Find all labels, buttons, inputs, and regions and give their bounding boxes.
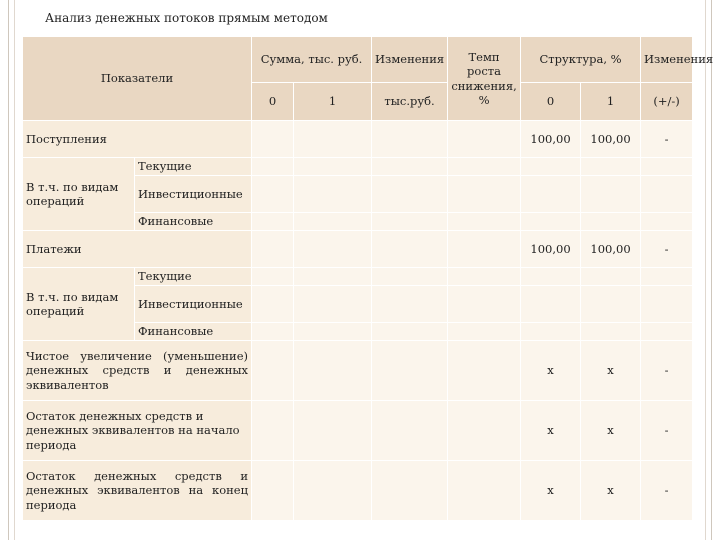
cell xyxy=(252,231,294,268)
header-changes-unit: тыс.руб. xyxy=(372,83,448,121)
receipts-current-label: Текущие xyxy=(135,158,252,176)
cell xyxy=(252,401,294,461)
net-struct-change: - xyxy=(641,341,693,401)
cell xyxy=(294,341,372,401)
cell xyxy=(521,323,581,341)
receipts-invest-label: Инвестиционные xyxy=(135,176,252,213)
cell xyxy=(294,268,372,286)
payments-current-label: Текущие xyxy=(135,268,252,286)
cell xyxy=(448,213,521,231)
cell xyxy=(521,268,581,286)
receipts-struct-change: - xyxy=(641,121,693,158)
cell xyxy=(252,461,294,521)
cell xyxy=(641,323,693,341)
row-payments-current xyxy=(23,268,693,286)
cell xyxy=(448,461,521,521)
cash-flow-table xyxy=(22,36,714,521)
cell xyxy=(448,176,521,213)
cell xyxy=(252,213,294,231)
cell xyxy=(252,121,294,158)
cell xyxy=(581,176,641,213)
cell xyxy=(641,286,693,323)
payments-struct-0: 100,00 xyxy=(521,231,581,268)
cell xyxy=(294,158,372,176)
cell xyxy=(641,158,693,176)
receipts-group-label: В т.ч. по видам операций xyxy=(23,158,135,231)
header-struct-0: 0 xyxy=(521,83,581,121)
cell xyxy=(252,323,294,341)
cell xyxy=(372,401,448,461)
net-struct-0: х xyxy=(521,341,581,401)
cell xyxy=(641,268,693,286)
cell xyxy=(448,121,521,158)
cell xyxy=(252,286,294,323)
cell xyxy=(448,268,521,286)
cell xyxy=(372,268,448,286)
end-struct-change: - xyxy=(641,461,693,521)
cell xyxy=(521,213,581,231)
row-receipts xyxy=(23,121,693,158)
payments-struct-1: 100,00 xyxy=(581,231,641,268)
cell xyxy=(294,176,372,213)
begin-struct-1: х xyxy=(581,401,641,461)
payments-label: Платежи xyxy=(23,231,252,268)
cell xyxy=(294,286,372,323)
net-struct-1: х xyxy=(581,341,641,401)
receipts-label: Поступления xyxy=(23,121,252,158)
cell xyxy=(581,268,641,286)
cell xyxy=(581,286,641,323)
header-struct-change-unit: (+/-) xyxy=(641,83,693,121)
cell xyxy=(372,213,448,231)
begin-balance-label: Остаток денежных средств и денежных эквивалентов на начало периода xyxy=(23,401,252,461)
row-net-change xyxy=(23,341,693,401)
cell xyxy=(448,401,521,461)
cell xyxy=(372,286,448,323)
cell xyxy=(294,323,372,341)
cell xyxy=(294,213,372,231)
cell xyxy=(641,176,693,213)
header-sum-0: 0 xyxy=(252,83,294,121)
header-indicators: Показатели xyxy=(23,37,252,121)
cell xyxy=(521,158,581,176)
cell xyxy=(372,158,448,176)
cell xyxy=(448,341,521,401)
end-struct-1: х xyxy=(581,461,641,521)
cell xyxy=(252,341,294,401)
cell xyxy=(581,323,641,341)
header-changes: Изменения xyxy=(372,37,448,83)
row-end-balance xyxy=(23,461,693,521)
header-struct-1: 1 xyxy=(581,83,641,121)
cell xyxy=(372,231,448,268)
payments-fin-label: Финансовые xyxy=(135,323,252,341)
page-title: Анализ денежных потоков прямым методом xyxy=(45,11,328,25)
net-change-label: Чистое увеличение (уменьшение) денежных средств и денежных эквивалентов xyxy=(23,341,252,401)
receipts-struct-1: 100,00 xyxy=(581,121,641,158)
cell xyxy=(294,401,372,461)
header-row-1 xyxy=(23,37,693,83)
cell xyxy=(372,461,448,521)
cell xyxy=(521,176,581,213)
begin-struct-change: - xyxy=(641,401,693,461)
end-balance-label: Остаток денежных средств и денежных эквивалентов на конец периода xyxy=(23,461,252,521)
header-struct-change: Изменения xyxy=(641,37,693,83)
receipts-fin-label: Финансовые xyxy=(135,213,252,231)
cell xyxy=(294,121,372,158)
cell xyxy=(372,341,448,401)
cell xyxy=(448,286,521,323)
payments-group-label: В т.ч. по видам операций xyxy=(23,268,135,341)
header-sum-1: 1 xyxy=(294,83,372,121)
cell xyxy=(521,286,581,323)
begin-struct-0: х xyxy=(521,401,581,461)
cell xyxy=(448,323,521,341)
cell xyxy=(372,121,448,158)
cell xyxy=(252,268,294,286)
row-payments xyxy=(23,231,693,268)
payments-invest-label: Инвестиционные xyxy=(135,286,252,323)
cell xyxy=(294,461,372,521)
header-sum: Сумма, тыс. руб. xyxy=(252,37,372,83)
cell xyxy=(581,213,641,231)
cell xyxy=(581,158,641,176)
row-receipts-current xyxy=(23,158,693,176)
header-rate: Темп роста снижения, % xyxy=(448,37,521,121)
cell xyxy=(641,213,693,231)
payments-struct-change: - xyxy=(641,231,693,268)
cell xyxy=(448,231,521,268)
cell xyxy=(372,323,448,341)
end-struct-0: х xyxy=(521,461,581,521)
header-structure: Структура, % xyxy=(521,37,641,83)
cell xyxy=(372,176,448,213)
row-begin-balance xyxy=(23,401,693,461)
cell xyxy=(252,158,294,176)
cell xyxy=(448,158,521,176)
receipts-struct-0: 100,00 xyxy=(521,121,581,158)
cell xyxy=(294,231,372,268)
cell xyxy=(252,176,294,213)
